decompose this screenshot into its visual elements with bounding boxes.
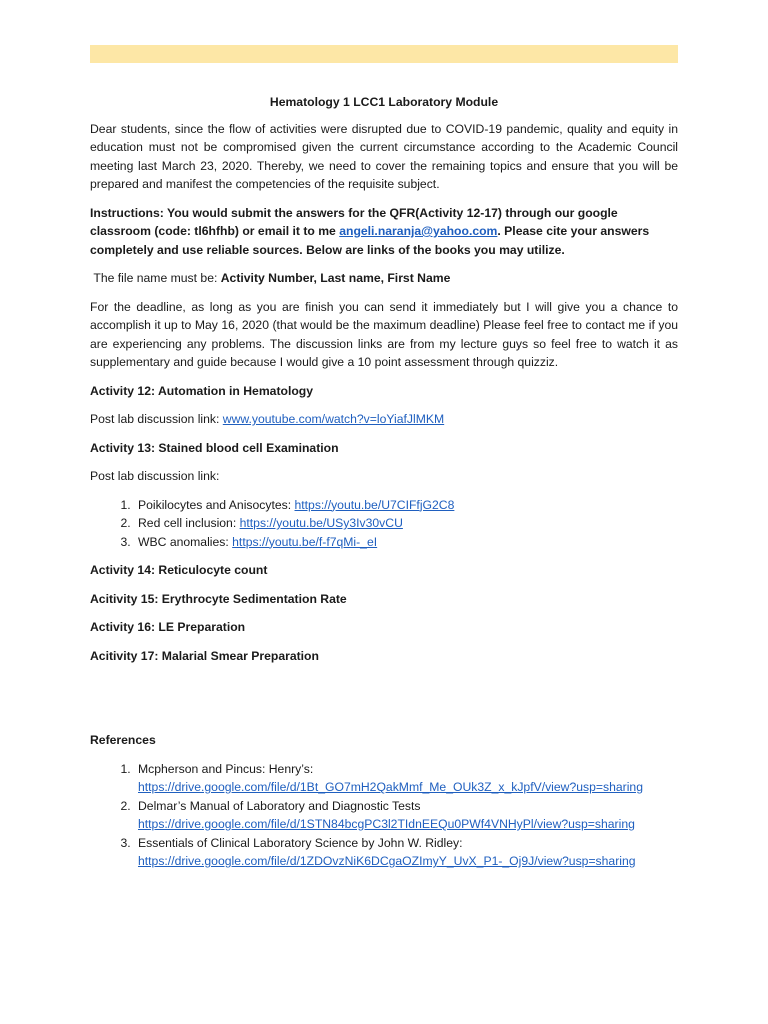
post-lab-label: Post lab discussion link: bbox=[90, 412, 223, 426]
list-item bbox=[134, 533, 678, 552]
filename-format: Activity Number, Last name, First Name bbox=[220, 271, 451, 285]
activity-16-heading: Activity 16: LE Preparation bbox=[90, 620, 246, 634]
reference-title: Mcpherson and Pincus: Henry’s: bbox=[138, 761, 314, 776]
reference-link[interactable]: https://drive.google.com/file/d/1STN84bcgPC3l2TIdnEEQu0PWf4VNHyPl/view?usp=sharing bbox=[138, 817, 635, 831]
filename-label: The file name must be: bbox=[93, 271, 221, 285]
document-title: Hematology 1 LCC1 Laboratory Module bbox=[269, 95, 499, 109]
reference-link[interactable]: https://drive.google.com/file/d/1Bt_GO7mH2QakMmf_Me_OUk3Z_x_kJpfV/view?usp=sharing bbox=[138, 780, 643, 794]
reference-title: Essentials of Clinical Laboratory Science by John W. Ridley: bbox=[138, 835, 463, 850]
reference-link[interactable]: https://drive.google.com/file/d/1ZDOvzNiK6DCgaOZImyY_UvX_P1-_Oj9J/view?usp=sharing bbox=[138, 854, 636, 868]
activity-12-video-link[interactable]: www.youtube.com/watch?v=loYiafJlMKM bbox=[222, 412, 445, 426]
list-item-label: WBC anomalies: bbox=[138, 534, 233, 549]
deadline-paragraph: For the deadline, as long as you are finish you can send it immediately but I will give you a chance to accomplish it up to May 16, 2020 (that would be the maximum deadline) Please feel free to contact me if you are experiencing any problems. The discussion links are from my lecture guys so feel free to watch it as supplementary and guide because I would give a 10 point assessment through quizziz. bbox=[90, 299, 678, 369]
document-body bbox=[90, 93, 678, 881]
instructions-paragraph bbox=[90, 204, 678, 260]
activity-13-heading: Activity 13: Stained blood cell Examination bbox=[90, 440, 339, 455]
reference-item bbox=[134, 834, 678, 871]
header-highlight-bar bbox=[90, 45, 678, 63]
video-link[interactable]: https://youtu.be/USy3Iv30vCU bbox=[239, 516, 403, 530]
video-link[interactable]: https://youtu.be/U7CIFfjG2C8 bbox=[294, 497, 455, 512]
activity-13-link-label: Post lab discussion link: bbox=[90, 469, 220, 483]
reference-title: Delmar’s Manual of Laboratory and Diagnostic Tests bbox=[138, 798, 421, 813]
list-item bbox=[134, 496, 678, 515]
spacer bbox=[90, 675, 678, 731]
activity-15-heading: Acitivity 15: Erythrocyte Sedimentation Rate bbox=[90, 591, 347, 606]
filename-paragraph bbox=[90, 269, 678, 288]
activity-13-link-list bbox=[90, 496, 678, 552]
video-link[interactable]: https://youtu.be/f-f7qMi-_eI bbox=[232, 534, 378, 549]
activity-14-heading: Activity 14: Reticulocyte count bbox=[90, 563, 268, 577]
instructions-text-end: . Please cite your answers completely and use reliable sources. Below are links of the books you may utilize. bbox=[90, 224, 650, 257]
references-list bbox=[90, 760, 678, 871]
reference-item bbox=[134, 797, 678, 834]
activity-17-heading: Acitivity 17: Malarial Smear Preparation bbox=[90, 648, 319, 663]
intro-paragraph: Dear students, since the flow of activities were disrupted due to COVID-19 pandemic, quality and equity in education must not be compromised given the current circumstance according to the Academic Council meeting last March 23, 2020. Thereby, we need to cover the remaining topics and ensure that you will be prepared and manifest the competencies of the requisite subject. bbox=[90, 121, 678, 191]
instructions-text-start: Instructions: You would submit the answers for the QFR(Activity 12-17) through our google classroom (code: tl6hfhb) or email it to me bbox=[90, 205, 618, 238]
activity-12-link-line bbox=[90, 410, 678, 429]
reference-item bbox=[134, 760, 678, 797]
list-item bbox=[134, 514, 678, 533]
references-heading: References bbox=[90, 733, 156, 747]
list-item-label: Poikilocytes and Anisocytes: bbox=[138, 497, 295, 512]
email-link[interactable]: angeli.naranja@yahoo.com bbox=[339, 224, 498, 238]
activity-12-heading: Activity 12: Automation in Hematology bbox=[90, 383, 314, 398]
list-item-label: Red cell inclusion: bbox=[138, 516, 240, 530]
